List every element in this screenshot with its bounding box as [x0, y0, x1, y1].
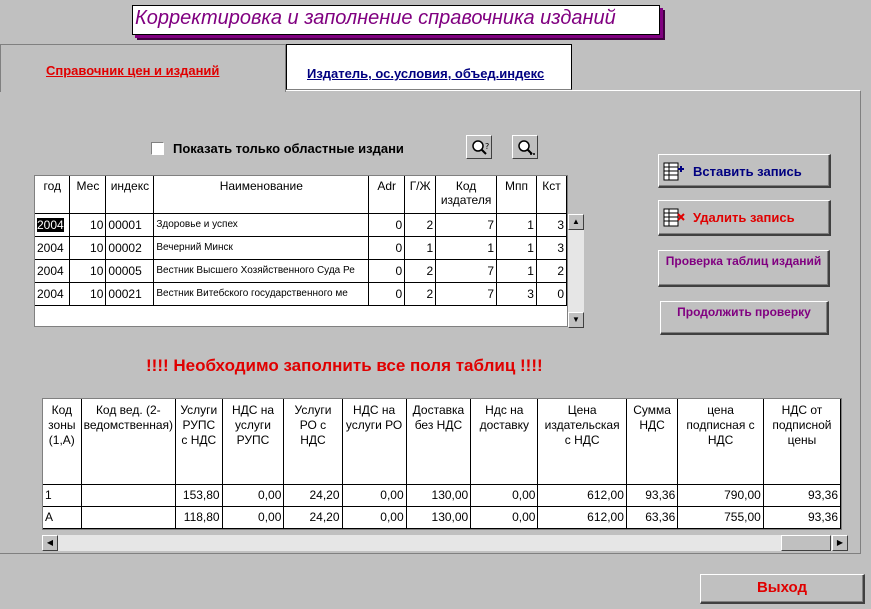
cell-adr[interactable]: 0 [369, 213, 405, 236]
cell-publisher-code[interactable]: 1 [436, 236, 497, 259]
cell-publisher-price[interactable]: 612,00 [538, 484, 626, 506]
column-header: НДС от подписной цены [763, 399, 840, 484]
continue-check-label: Продолжить проверку [677, 305, 811, 319]
cell-rups-services[interactable]: 153,80 [176, 484, 223, 506]
exit-label: Выход [756, 579, 808, 596]
warning-message: !!!! Необходимо заполнить все поля таблиц !!!! [146, 356, 543, 375]
cell-rups-vat[interactable]: 0,00 [222, 506, 284, 528]
tab-label: Издатель, ос.условия, объед.индекс [307, 66, 545, 81]
cell-name[interactable]: Здоровье и успех [154, 213, 369, 236]
table-header-row [43, 399, 841, 484]
cell-subscription-price[interactable]: 755,00 [678, 506, 764, 528]
cell-adr[interactable]: 0 [369, 259, 405, 282]
cell-index[interactable]: 00005 [106, 259, 154, 282]
insert-record-button[interactable] [658, 154, 831, 188]
cell-name[interactable]: Вестник Витебского государственного ме [154, 282, 369, 305]
cell-gzh[interactable]: 1 [405, 236, 436, 259]
column-header: Г/Ж [405, 176, 436, 213]
svg-text:?: ? [485, 142, 489, 151]
cell-index[interactable]: 00001 [106, 213, 154, 236]
table-row[interactable] [35, 236, 567, 259]
scroll-left-button[interactable]: ◀ [42, 535, 58, 551]
column-header: НДС на услуги РО [342, 399, 406, 484]
window-title-box [132, 5, 660, 35]
delete-record-label: Удалить запись [693, 210, 795, 225]
column-header: Ндс на доставку [471, 399, 538, 484]
cell-delivery[interactable]: 130,00 [406, 506, 471, 528]
cell-subscription-price[interactable]: 790,00 [678, 484, 764, 506]
search-next-icon [517, 139, 535, 156]
delete-row-icon [663, 208, 685, 228]
cell-year[interactable]: 2004 [35, 282, 70, 305]
cell-subscription-vat[interactable]: 93,36 [763, 506, 840, 528]
column-header: НДС на услуги РУПС [222, 399, 284, 484]
cell-year[interactable]: 2004 [35, 236, 70, 259]
search-icon [471, 139, 489, 156]
table-row[interactable] [35, 282, 567, 305]
column-header: Услуги РО с НДС [284, 399, 342, 484]
insert-record-label: Вставить запись [693, 164, 802, 179]
cell-month[interactable]: 10 [70, 282, 106, 305]
cell-adr[interactable]: 0 [369, 236, 405, 259]
column-header: Мес [70, 176, 106, 213]
cell-index[interactable]: 00021 [106, 282, 154, 305]
scroll-right-button[interactable]: ▶ [832, 535, 848, 551]
scroll-down-button[interactable]: ▼ [568, 312, 584, 328]
cell-name[interactable]: Вечерний Минск [154, 236, 369, 259]
cell-publisher-code[interactable]: 7 [436, 213, 497, 236]
cell-adr[interactable]: 0 [369, 282, 405, 305]
column-header: Наименование [154, 176, 369, 213]
cell-gzh[interactable]: 2 [405, 282, 436, 305]
cell-dept-code[interactable] [81, 506, 175, 528]
search-next-button[interactable] [512, 135, 538, 159]
tab-publisher-conditions[interactable] [286, 44, 572, 90]
insert-row-icon [663, 162, 685, 182]
delete-record-button[interactable] [658, 200, 831, 236]
cell-month[interactable]: 10 [70, 213, 106, 236]
column-header: Доставка без НДС [406, 399, 471, 484]
cell-delivery[interactable]: 130,00 [406, 484, 471, 506]
tab-prices-and-publications[interactable] [0, 44, 286, 92]
cell-year[interactable]: 2004 [35, 259, 70, 282]
cell-zone-code[interactable]: A [43, 506, 81, 528]
column-header: Сумма НДС [626, 399, 677, 484]
window-title: Корректировка и заполнение справочника изданий [135, 7, 616, 29]
cell-month[interactable]: 10 [70, 236, 106, 259]
cell-mpp[interactable]: 3 [497, 282, 537, 305]
search-button[interactable] [466, 135, 492, 159]
column-header: цена подписная с НДС [678, 399, 764, 484]
cell-ro-vat[interactable]: 0,00 [342, 506, 406, 528]
column-header: индекс [106, 176, 154, 213]
table-row[interactable] [35, 259, 567, 282]
cell-ro-services[interactable]: 24,20 [284, 506, 342, 528]
scroll-up-button[interactable]: ▲ [568, 214, 584, 230]
cell-delivery-vat[interactable]: 0,00 [471, 484, 538, 506]
cell-ro-services[interactable]: 24,20 [284, 484, 342, 506]
continue-check-button[interactable] [660, 301, 829, 335]
cell-kst[interactable]: 3 [536, 213, 566, 236]
table-row[interactable] [43, 506, 841, 528]
exit-button[interactable] [700, 574, 865, 604]
publications-table[interactable] [34, 175, 568, 327]
tab-label: Справочник цен и изданий [46, 63, 220, 78]
cell-rups-vat[interactable]: 0,00 [222, 484, 284, 506]
cell-mpp[interactable]: 1 [497, 213, 537, 236]
cell-index[interactable]: 00002 [106, 236, 154, 259]
cell-publisher-code[interactable]: 7 [436, 282, 497, 305]
column-header: Мпп [497, 176, 537, 213]
cell-kst[interactable]: 2 [536, 259, 566, 282]
column-header: Код издателя [436, 176, 497, 213]
cell-kst[interactable]: 3 [536, 236, 566, 259]
scroll-thumb[interactable] [781, 535, 831, 551]
cell-mpp[interactable]: 1 [497, 259, 537, 282]
column-header: Adr [369, 176, 405, 213]
cell-subscription-vat[interactable]: 93,36 [763, 484, 840, 506]
regional-only-checkbox[interactable] [151, 140, 404, 156]
cell-delivery-vat[interactable]: 0,00 [471, 506, 538, 528]
cell-kst[interactable]: 0 [536, 282, 566, 305]
cell-gzh[interactable]: 2 [405, 259, 436, 282]
cell-zone-code[interactable]: 1 [43, 484, 81, 506]
cell-publisher-price[interactable]: 612,00 [538, 506, 626, 528]
cell-name[interactable]: Вестник Высшего Хозяйственного Суда Ре [154, 259, 369, 282]
column-header: Код зоны (1,А) [43, 399, 81, 484]
cell-vat-sum[interactable]: 63,36 [626, 506, 677, 528]
check-tables-button[interactable] [658, 250, 830, 287]
table-header-row [35, 176, 567, 213]
cell-vat-sum[interactable]: 93,36 [626, 484, 677, 506]
checkbox-label: Показать только областные издани [173, 140, 404, 156]
cell-gzh[interactable]: 2 [405, 213, 436, 236]
column-header: Кст [536, 176, 566, 213]
column-header: год [35, 176, 70, 213]
column-header: Цена издательская с НДС [538, 399, 626, 484]
cell-year[interactable]: 2004 [35, 213, 70, 236]
column-header: Код вед. (2-ведомственная) [81, 399, 175, 484]
check-tables-label: Проверка таблиц изданий [665, 254, 822, 268]
cell-ro-vat[interactable]: 0,00 [342, 484, 406, 506]
column-header: Услуги РУПС с НДС [176, 399, 223, 484]
publications-vertical-scrollbar[interactable] [568, 214, 584, 328]
prices-horizontal-scrollbar[interactable] [42, 535, 848, 551]
cell-rups-services[interactable]: 118,80 [176, 506, 223, 528]
table-row[interactable] [43, 484, 841, 506]
cell-month[interactable]: 10 [70, 259, 106, 282]
cell-mpp[interactable]: 1 [497, 236, 537, 259]
checkbox-box[interactable] [151, 142, 164, 155]
cell-publisher-code[interactable]: 7 [436, 259, 497, 282]
prices-table[interactable] [42, 398, 842, 530]
table-row[interactable] [35, 213, 567, 236]
cell-dept-code[interactable] [81, 484, 175, 506]
